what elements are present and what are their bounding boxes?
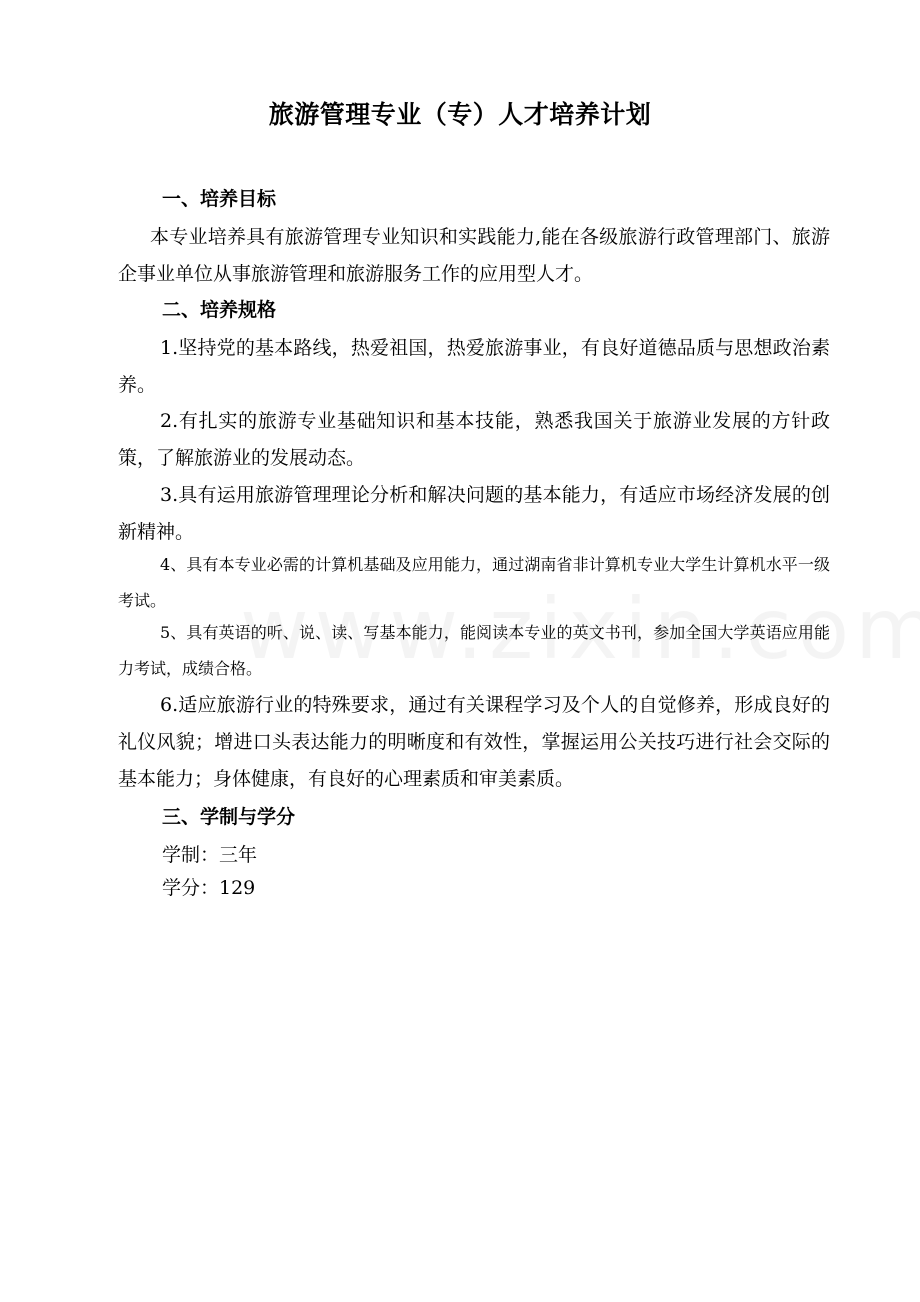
spec-item-5: 5、具有英语的听、说、读、写基本能力，能阅读本专业的英文书刊，参加全国大学英语应用能力考试，成绩合格。 [118,623,830,678]
section-heading-goals: 一、培养目标 [162,188,277,210]
spec-item-6: 6.适应旅游行业的特殊要求，通过有关课程学习及个人的自觉修养，形成良好的礼仪风貌；增进口头表达能力的明晰度和有效性，掌握运用公关技巧进行社会交际的基本能力；身体健康，有良好的心理素质和审美素质。 [118,694,830,790]
section-heading-specs: 二、培养规格 [162,299,277,321]
document-title: 旅游管理专业（专）人才培养计划 [268,100,652,129]
credits-line: 学分：129 [162,877,256,899]
spec-item-2: 2.有扎实的旅游专业基础知识和基本技能，熟悉我国关于旅游业发展的方针政策，了解旅游业的发展动态。 [118,410,830,469]
spec-item-4: 4、具有本专业必需的计算机基础及应用能力，通过湖南省非计算机专业大学生计算机水平一级考试。 [118,555,830,610]
spec-item-3: 3.具有运用旅游管理理论分析和解决问题的基本能力，有适应市场经济发展的创新精神。 [118,484,830,543]
section-heading-duration: 三、学制与学分 [162,806,296,828]
duration-line: 学制：三年 [162,844,258,866]
spec-item-1: 1.坚持党的基本路线，热爱祖国，热爱旅游事业，有良好道德品质与思想政治素养。 [118,337,830,396]
section-goals-body: 本专业培养具有旅游管理专业知识和实践能力,能在各级旅游行政管理部门、旅游企事业单位从事旅游管理和旅游服务工作的应用型人才。 [118,226,830,285]
